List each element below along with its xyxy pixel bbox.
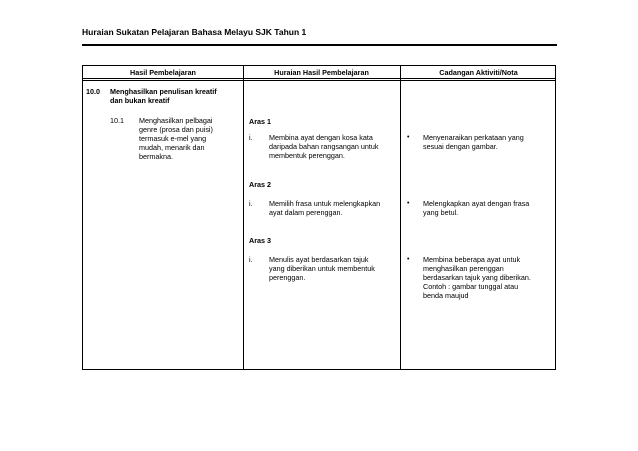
level-1-text-line: daripada bahan rangsangan untuk: [269, 142, 379, 151]
bullet-icon: •: [407, 200, 410, 207]
activity-3-line: menghasilkan perenggan: [423, 264, 504, 273]
activity-3-line: berdasarkan tajuk yang diberikan.: [423, 273, 531, 282]
column-header-huraian: Huraian Hasil Pembelajaran: [274, 68, 369, 77]
level-2-text-line: ayat dalam perenggan.: [269, 208, 343, 217]
sub-outcome-line: genre (prosa dan puisi): [139, 125, 213, 134]
sub-outcome-line: mudah, menarik dan: [139, 143, 205, 152]
column-header-hasil: Hasil Pembelajaran: [130, 68, 196, 77]
header-rule: [82, 44, 557, 46]
level-1-text-line: Membina ayat dengan kosa kata: [269, 133, 373, 142]
column-divider-2: [400, 66, 401, 369]
table-header-row: [83, 66, 555, 79]
header-sub-rule: [83, 80, 555, 81]
sub-outcome-number: 10.1: [110, 116, 124, 125]
sub-outcome-line: termasuk e-mel yang: [139, 134, 207, 143]
sub-outcome-line: bermakna.: [139, 152, 173, 161]
activity-2-line: Melengkapkan ayat dengan frasa: [423, 199, 530, 208]
level-3-text-line: perenggan.: [269, 273, 306, 282]
outcome-title-line1: Menghasilkan penulisan kreatif: [110, 87, 217, 96]
level-3-item-number: i.: [249, 255, 253, 264]
level-3-text-line: yang diberikan untuk membentuk: [269, 264, 375, 273]
level-1-item-number: i.: [249, 133, 253, 142]
column-header-cadangan: Cadangan Aktiviti/Nota: [439, 68, 518, 77]
activity-3-line: benda maujud: [423, 291, 469, 300]
activity-1-line: Menyenaraikan perkataan yang: [423, 133, 524, 142]
activity-3-line: Contoh : gambar tunggal atau: [423, 282, 519, 291]
activity-2-line: yang betul.: [423, 208, 459, 217]
column-divider-1: [243, 66, 244, 369]
bullet-icon: •: [407, 134, 410, 141]
level-1-text-line: membentuk perenggan.: [269, 151, 345, 160]
outcome-title-line2: dan bukan kreatif: [110, 96, 170, 105]
bullet-icon: •: [407, 256, 410, 263]
level-2-text-line: Memilih frasa untuk melengkapkan: [269, 199, 381, 208]
activity-3-line: Membina beberapa ayat untuk: [423, 255, 521, 264]
level-2-item-number: i.: [249, 199, 253, 208]
sub-outcome-line: Menghasilkan pelbagai: [139, 116, 213, 125]
level-3-label: Aras 3: [249, 236, 271, 245]
level-2-label: Aras 2: [249, 180, 271, 189]
level-3-text-line: Menulis ayat berdasarkan tajuk: [269, 255, 369, 264]
outcome-number: 10.0: [86, 87, 100, 96]
level-1-label: Aras 1: [249, 117, 271, 126]
activity-1-line: sesuai dengan gambar.: [423, 142, 498, 151]
syllabus-table: [82, 65, 556, 370]
document-header-title: Huraian Sukatan Pelajaran Bahasa Melayu SJK Tahun 1: [82, 27, 307, 37]
